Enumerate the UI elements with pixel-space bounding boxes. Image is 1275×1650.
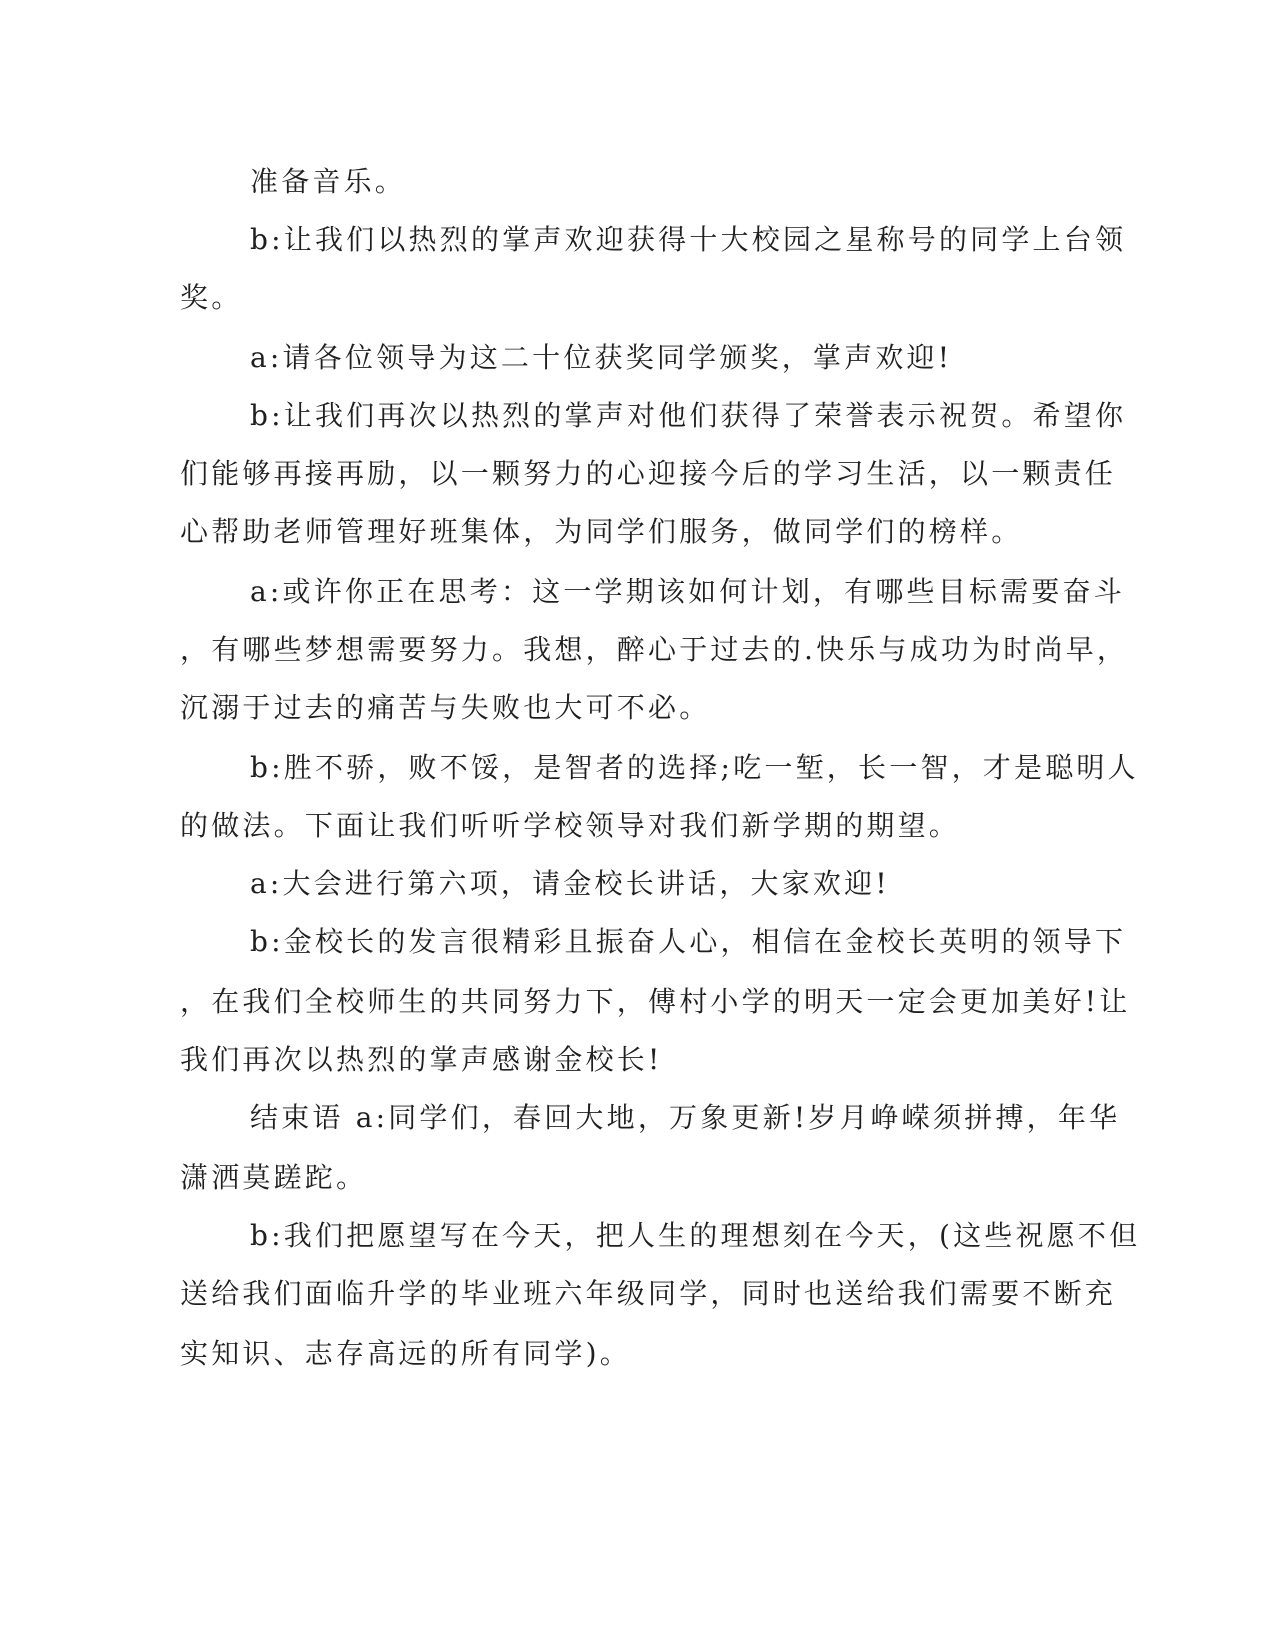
text-line: ，在我们全校师生的共同努力下，傅村小学的明天一定会更加美好!让 [180,985,1131,1018]
text-line: a:请各位领导为这二十位获奖同学颁奖，掌声欢迎! [250,341,953,374]
text-line: 们能够再接再励，以一颗努力的心迎接今后的学习生活，以一颗责任 [180,457,1117,490]
text-line: b:金校长的发言很精彩且振奋人心，相信在金校长英明的领导下 [250,925,1127,958]
text-line: 送给我们面临升学的毕业班六年级同学，同时也送给我们需要不断充 [180,1277,1117,1310]
text-line: a:大会进行第六项，请金校长讲话，大家欢迎! [250,867,890,900]
text-line: 结束语 a:同学们，春回大地，万象更新!岁月峥嵘须拼搏，年华 [250,1101,1121,1134]
text-line: b:让我们再次以热烈的掌声对他们获得了荣誉表示祝贺。希望你 [250,399,1127,432]
text-line: 心帮助老师管理好班集体，为同学们服务，做同学们的榜样。 [180,515,1023,548]
text-line: b:我们把愿望写在今天，把人生的理想刻在今天，(这些祝愿不但 [250,1219,1141,1252]
text-line: 潇洒莫蹉跎。 [180,1161,368,1194]
text-line: 沉溺于过去的痛苦与失败也大可不必。 [180,691,711,724]
text-line: a:或许你正在思考：这一学期该如何计划，有哪些目标需要奋斗 [250,575,1125,608]
text-line: ，有哪些梦想需要努力。我想，醉心于过去的.快乐与成功为时尚早， [180,633,1129,666]
text-line: b:让我们以热烈的掌声欢迎获得十大校园之星称号的同学上台领 [250,223,1127,256]
text-line: b:胜不骄，败不馁，是智者的选择;吃一堑，长一智，才是聪明人 [250,751,1139,784]
text-line: 准备音乐。 [250,165,407,198]
text-line: 的做法。下面让我们听听学校领导对我们新学期的期望。 [180,809,961,842]
text-line: 奖。 [180,281,243,314]
text-line: 我们再次以热烈的掌声感谢金校长! [180,1043,663,1076]
text-line: 实知识、志存高远的所有同学)。 [180,1337,631,1370]
